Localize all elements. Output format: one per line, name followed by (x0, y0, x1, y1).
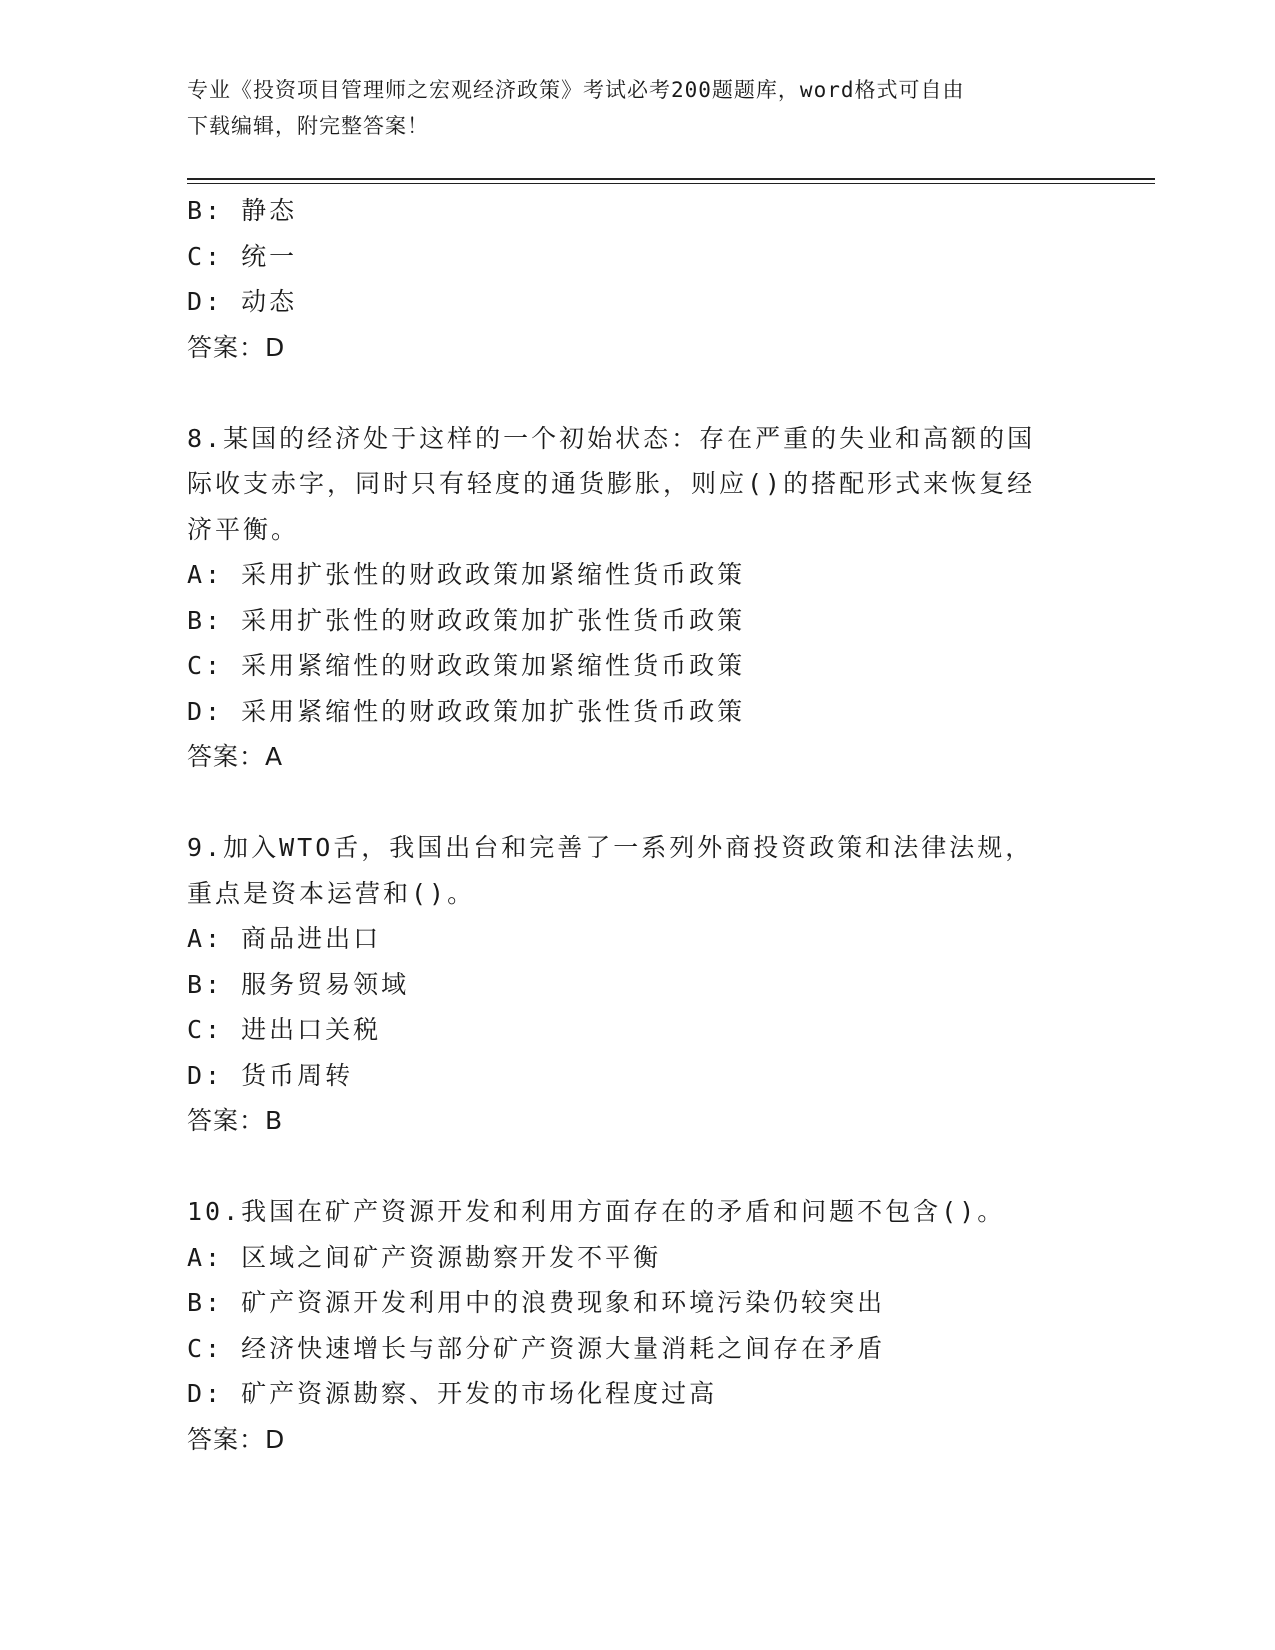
question-content (187, 188, 1067, 1462)
option-c: C: 进出口关税 (187, 1015, 382, 1044)
option-b: B: 矿产资源开发利用中的浪费现象和环境污染仍较突出 (187, 1288, 886, 1317)
option-c: C: 采用紧缩性的财政政策加紧缩性货币政策 (187, 651, 746, 680)
option-b: B: 服务贸易领域 (187, 969, 410, 999)
option-d: D: 采用紧缩性的财政政策加扩张性货币政策 (187, 696, 746, 726)
header-rule (187, 183, 1155, 184)
question-7-continued (187, 188, 1067, 370)
option-a: A: 区域之间矿产资源勘察开发不平衡 (187, 1242, 662, 1272)
option-d: D: 动态 (187, 287, 298, 316)
header-line: 下载编辑，附完整答案！ (187, 114, 429, 138)
option-a: A: 采用扩张性的财政政策加紧缩性货币政策 (187, 560, 746, 589)
answer: 答案：B (187, 1106, 284, 1135)
spacer (187, 780, 1067, 826)
document-header (187, 72, 1087, 144)
question-stem: 9.加入WTO舌，我国出台和完善了一系列外商投资政策和法律法规， (187, 833, 1034, 862)
question-stem: 济平衡。 (187, 514, 300, 544)
question-8 (187, 416, 1067, 780)
question-9 (187, 825, 1067, 1144)
answer: 答案：A (187, 742, 284, 771)
spacer (187, 370, 1067, 416)
question-stem: 重点是资本运营和()。 (187, 878, 476, 908)
question-stem: 10.我国在矿产资源开发和利用方面存在的矛盾和问题不包含()。 (187, 1197, 1006, 1226)
question-10 (187, 1189, 1067, 1462)
answer: 答案：D (187, 332, 286, 362)
header-line: 专业《投资项目管理师之宏观经济政策》考试必考200题题库，word格式可自由 (187, 78, 965, 102)
question-stem: 8.某国的经济处于这样的一个初始状态：存在严重的失业和高额的国 (187, 423, 1036, 453)
option-d: D: 货币周转 (187, 1060, 354, 1090)
question-stem: 际收支赤字，同时只有轻度的通货膨胀，则应()的搭配形式来恢复经 (187, 469, 1036, 498)
option-d: D: 矿产资源勘察、开发的市场化程度过高 (187, 1379, 718, 1408)
header-rule (187, 178, 1155, 180)
option-c: C: 经济快速增长与部分矿产资源大量消耗之间存在矛盾 (187, 1333, 886, 1363)
option-c: C: 统一 (187, 241, 298, 271)
option-b: B: 采用扩张性的财政政策加扩张性货币政策 (187, 605, 746, 635)
answer: 答案：D (187, 1424, 286, 1454)
option-b: B: 静态 (187, 196, 298, 225)
spacer (187, 1144, 1067, 1190)
option-a: A: 商品进出口 (187, 924, 382, 953)
